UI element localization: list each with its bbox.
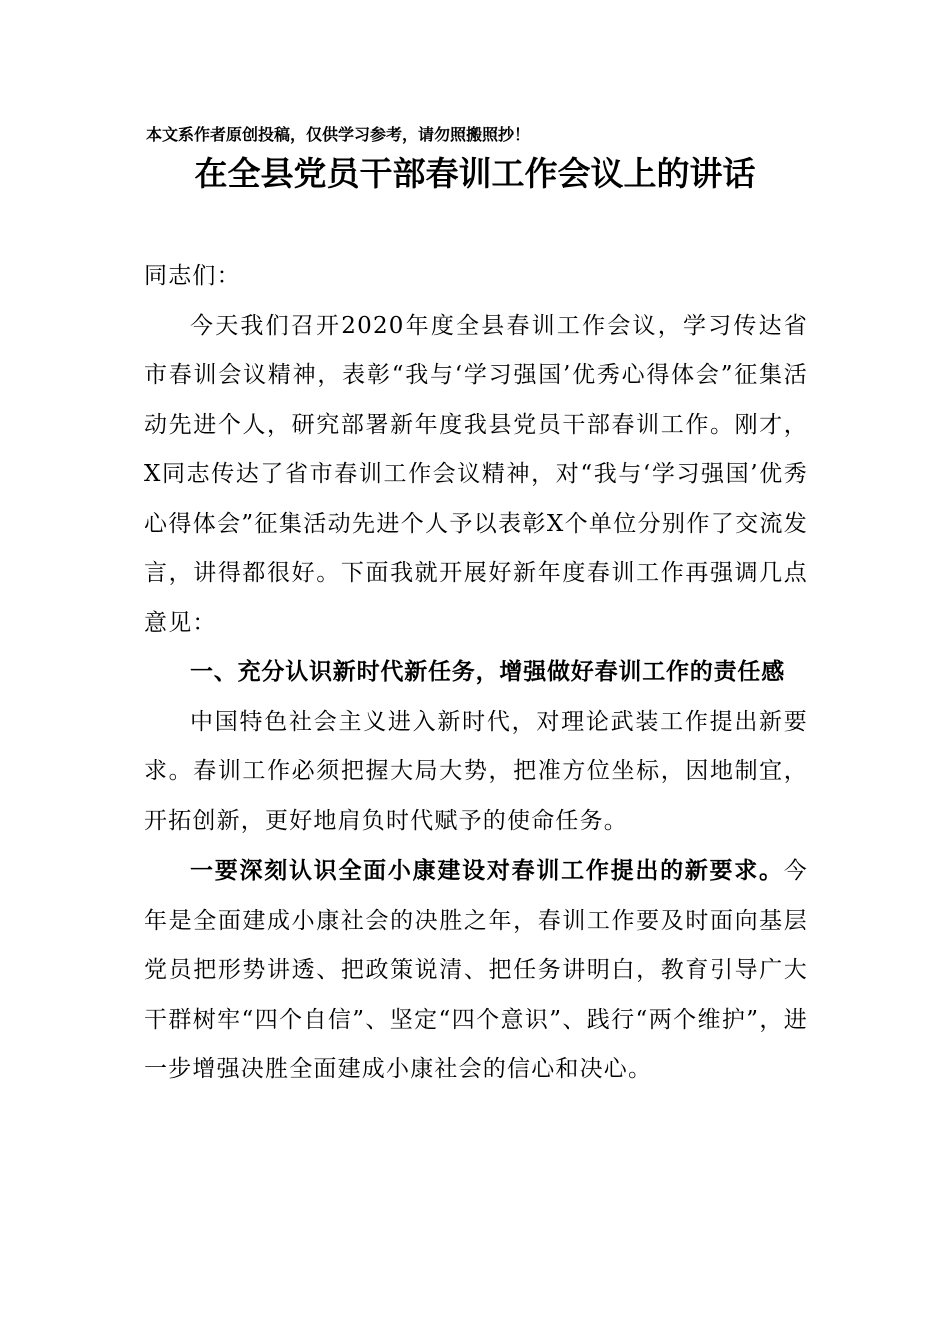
paragraph-xiaokang xyxy=(144,846,808,1095)
paragraph-lead-body: 今年是全面建成小康社会的决胜之年，春训工作要及时面向基层党员把形势讲透、把政策说清、把任务讲明白，教育引导广大干群树牢“四个自信”、坚定“四个意识”、践行“两个维护”，进一步增强决胜全面建成小康社会的信心和决心。 xyxy=(144,858,808,1082)
document-body xyxy=(144,252,808,1095)
greeting: 同志们： xyxy=(144,263,241,289)
document-title: 在全县党员干部春训工作会议上的讲话 xyxy=(194,154,756,193)
paragraph-lead: 一要深刻认识全面小康建设对春训工作提出的新要求。 xyxy=(190,857,784,884)
section-heading-1: 一、充分认识新时代新任务，增强做好春训工作的责任感 xyxy=(190,659,785,685)
copyright-notice: 本文系作者原创投稿，仅供学习参考，请勿照搬照抄！ xyxy=(146,125,531,144)
paragraph-intro: 今天我们召开2020年度全县春训工作会议，学习传达省市春训会议精神，表彰“我与‘学习强国’优秀心得体会”征集活动先进个人，研究部署新年度我县党员干部春训工作。刚才，X同志传达了省市春训工作会议精神，对“我与‘学习强国’优秀心得体会”征集活动先进个人予以表彰X个单位分别作了交流发言，讲得都很好。下面我就开展好新年度春训工作再强调几点意见： xyxy=(144,312,808,636)
paragraph-new-era: 中国特色社会主义进入新时代，对理论武装工作提出新要求。春训工作必须把握大局大势，把准方位坐标，因地制宜，开拓创新，更好地肩负时代赋予的使命任务。 xyxy=(144,708,808,834)
